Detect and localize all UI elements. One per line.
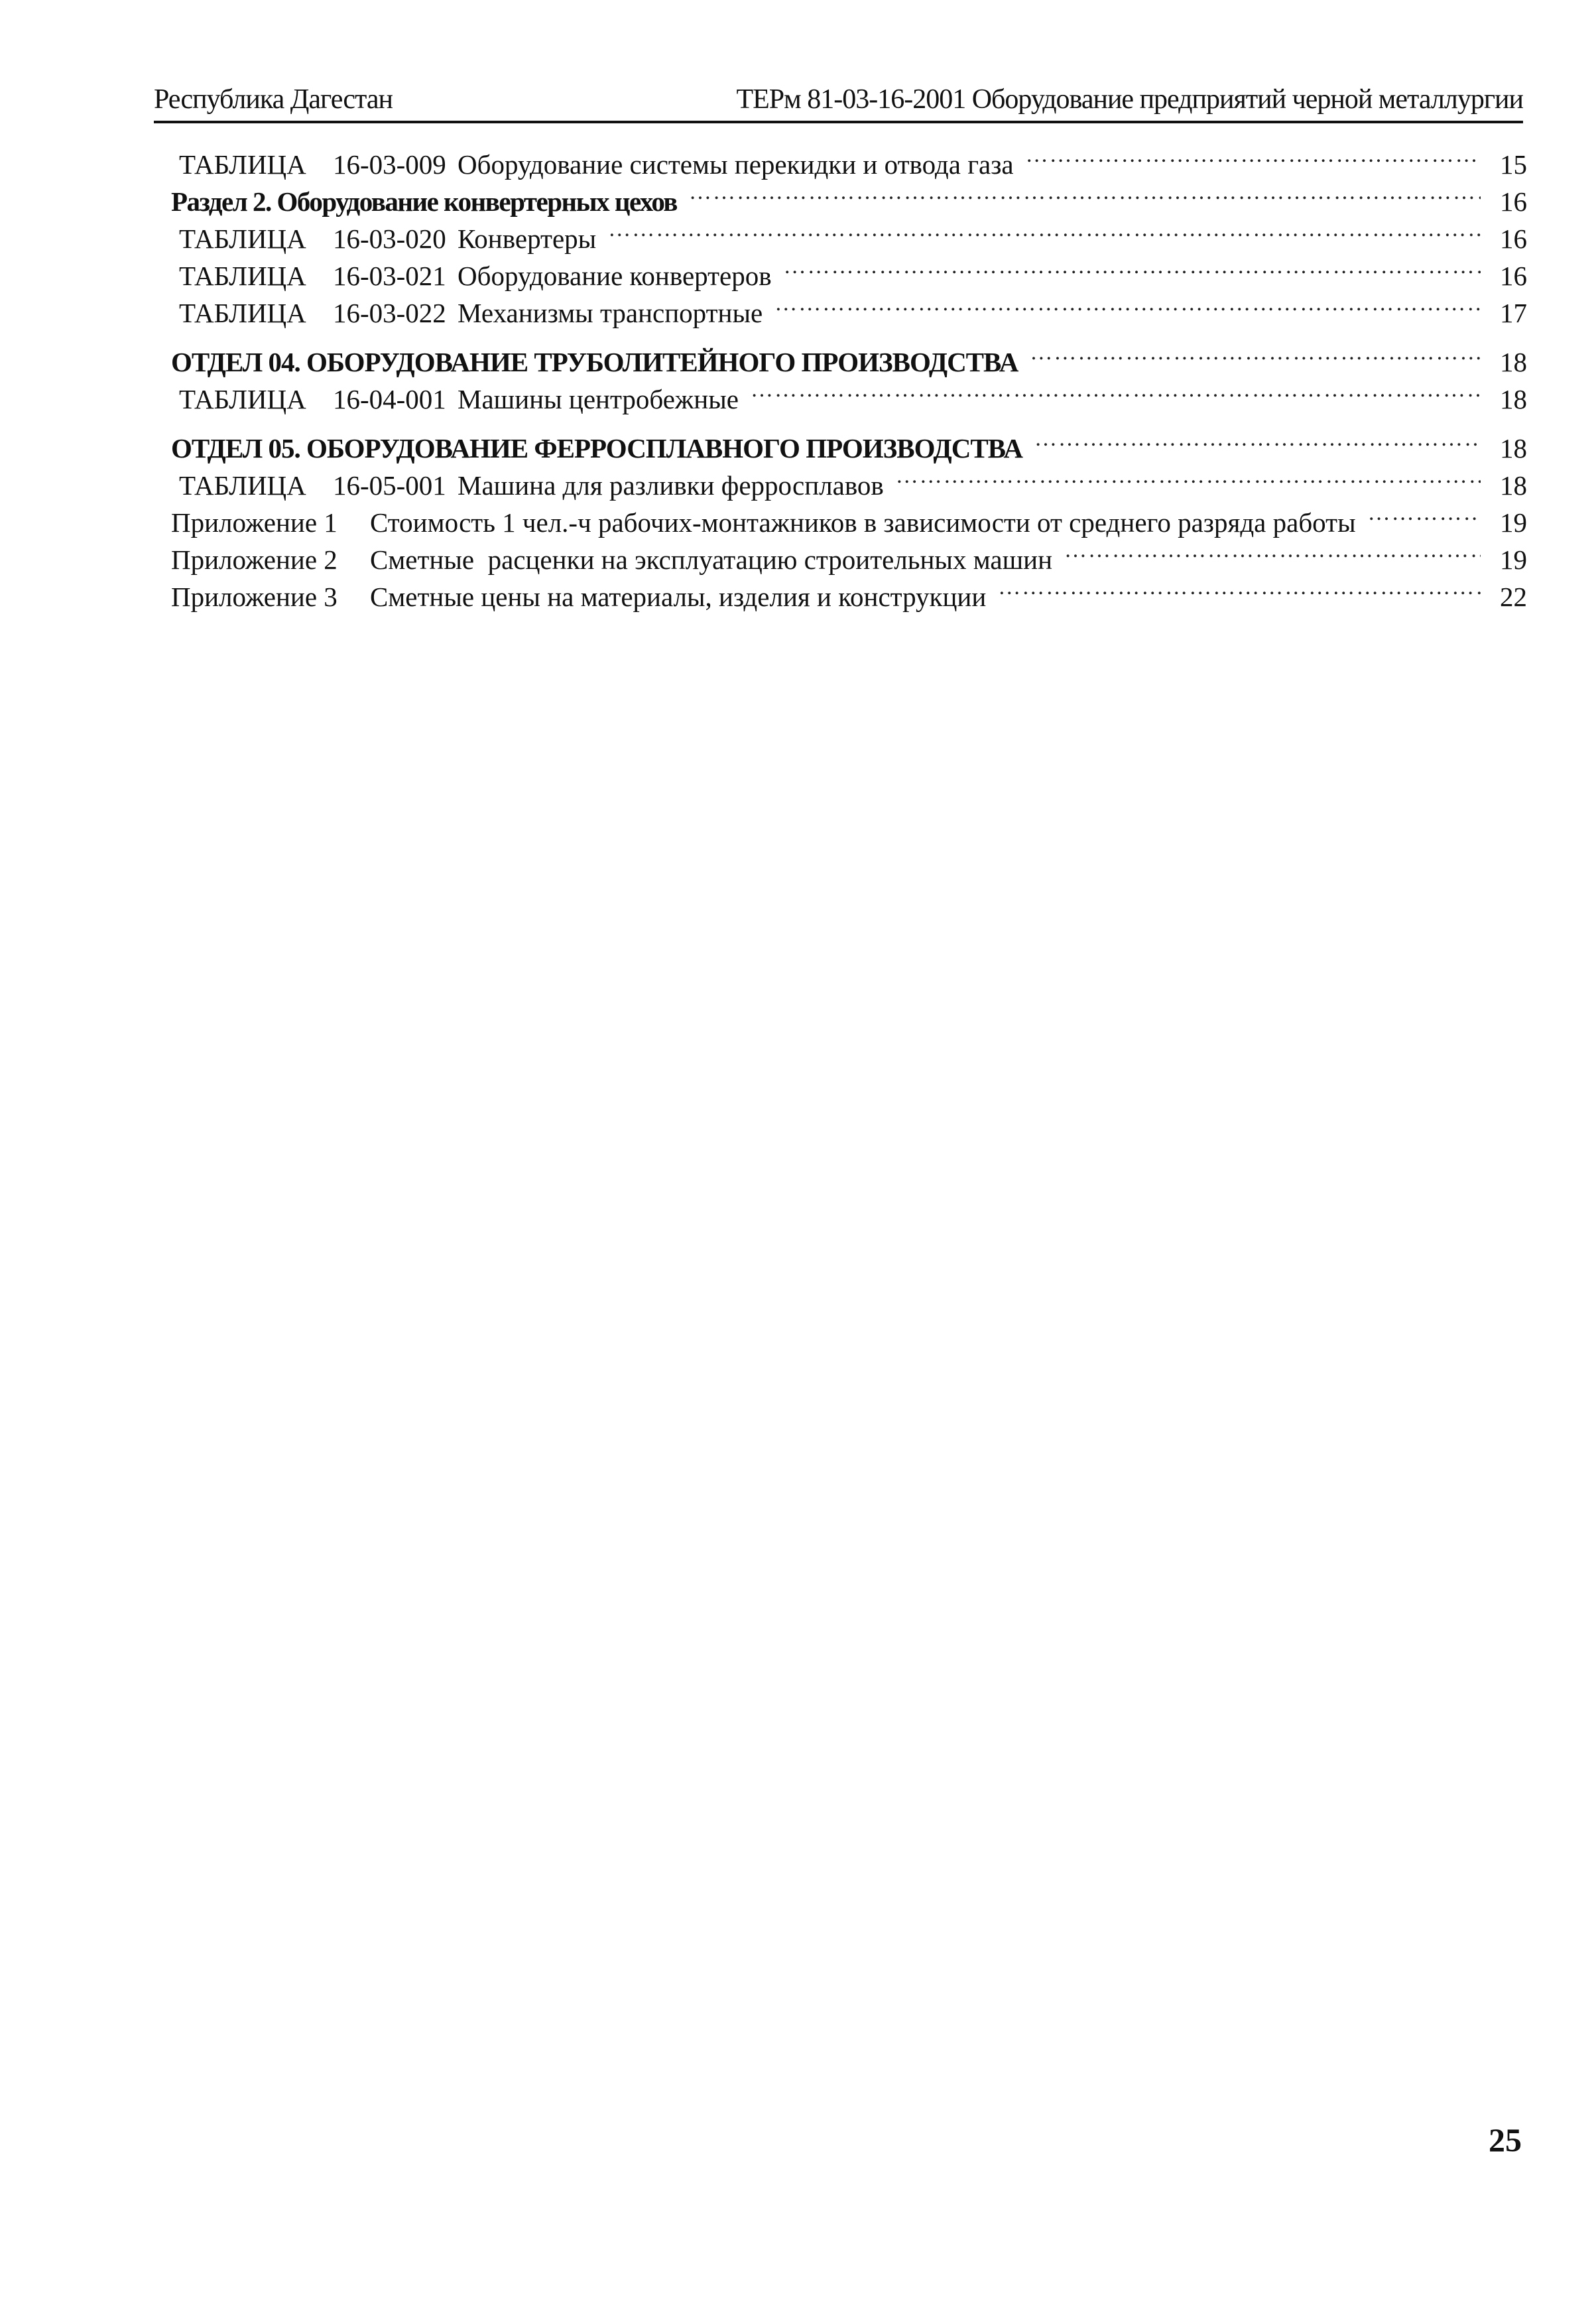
toc-entry-appendix[interactable] [171, 532, 1527, 575]
toc-leader-dots [998, 569, 1481, 606]
toc-leader-dots [1030, 334, 1481, 371]
table-of-contents [171, 137, 1527, 612]
toc-entry-prefix: ТАБЛИЦА [179, 470, 306, 501]
toc-entry-prefix: Приложение 1 [171, 507, 338, 538]
toc-entry-title: Оборудование системы перекидки и отвода газа [458, 149, 1014, 180]
toc-entry-prefix: ТАБЛИЦА [179, 298, 306, 328]
toc-entry-title: Стоимость 1 чел.-ч рабочих-монтажников в зависимости от среднего разряда работы [370, 507, 1356, 538]
toc-leader-dots [608, 211, 1481, 248]
toc-entry-table[interactable] [171, 285, 1527, 328]
toc-leader-dots [1026, 137, 1481, 174]
toc-entry-code: 16-03-021 [333, 261, 446, 291]
toc-leader-dots [896, 458, 1481, 495]
toc-entry-page: 16 [1500, 261, 1527, 291]
toc-entry-table[interactable] [171, 211, 1527, 254]
toc-entry-table[interactable] [171, 371, 1527, 414]
toc-entry-chapter[interactable] [171, 420, 1527, 464]
toc-entry-page: 16 [1500, 223, 1527, 254]
toc-entry-prefix: ТАБЛИЦА [179, 149, 306, 180]
toc-leader-dots [751, 371, 1481, 408]
toc-entry-page: 17 [1500, 298, 1527, 328]
toc-entry-code: 16-05-001 [333, 470, 446, 501]
toc-entry-title: ОТДЕЛ 04. ОБОРУДОВАНИЕ ТРУБОЛИТЕЙНОГО ПРОИЗВОДСТВА [171, 347, 1018, 377]
toc-entry-title: Машина для разливки ферросплавов [458, 470, 884, 501]
toc-entry-title: Оборудование конвертеров [458, 261, 772, 291]
toc-entry-title: ОТДЕЛ 05. ОБОРУДОВАНИЕ ФЕРРОСПЛАВНОГО ПРОИЗВОДСТВА [171, 433, 1023, 464]
toc-entry-code: 16-04-001 [333, 384, 446, 414]
toc-entry-section[interactable] [171, 174, 1527, 217]
toc-entry-title: Сметные цены на материалы, изделия и конструкции [370, 582, 987, 612]
toc-entry-prefix: ТАБЛИЦА [179, 261, 306, 291]
toc-entry-prefix: Приложение 3 [171, 582, 338, 612]
toc-entry-title: Конвертеры [458, 223, 597, 254]
toc-entry-code: 16-03-020 [333, 223, 446, 254]
toc-leader-dots [689, 174, 1481, 211]
toc-entry-prefix: Приложение 2 [171, 544, 338, 575]
toc-entry-title: Машины центробежные [458, 384, 739, 414]
toc-entry-page: 16 [1500, 186, 1527, 217]
toc-entry-prefix: ТАБЛИЦА [179, 223, 306, 254]
toc-entry-page: 18 [1500, 433, 1527, 464]
toc-leader-dots [784, 248, 1481, 285]
toc-entry-page: 18 [1500, 470, 1527, 501]
toc-entry-prefix: ТАБЛИЦА [179, 384, 306, 414]
toc-entry-page: 19 [1500, 507, 1527, 538]
toc-entry-page: 15 [1500, 149, 1527, 180]
header-region: Республика Дагестан [154, 84, 393, 115]
toc-entry-table[interactable] [171, 458, 1527, 501]
toc-leader-dots [1034, 420, 1481, 458]
page-number: 25 [1489, 2121, 1522, 2158]
toc-entry-code: 16-03-022 [333, 298, 446, 328]
toc-entry-title: Сметные расценки на эксплуатацию строительных машин [370, 544, 1053, 575]
header-document-title: ТЕРм 81-03-16-2001 Оборудование предприятий черной металлургии [736, 84, 1523, 115]
toc-entry-page: 19 [1500, 544, 1527, 575]
toc-leader-dots [1064, 532, 1481, 569]
toc-entry-appendix[interactable] [171, 569, 1527, 612]
running-header [154, 78, 1523, 123]
toc-entry-code: 16-03-009 [333, 149, 446, 180]
toc-entry-page: 22 [1500, 582, 1527, 612]
toc-entry-appendix[interactable] [171, 495, 1527, 538]
toc-leader-dots [1368, 495, 1481, 532]
toc-leader-dots [774, 285, 1481, 322]
toc-entry-page: 18 [1500, 347, 1527, 377]
toc-entry-chapter[interactable] [171, 334, 1527, 377]
toc-entry-table[interactable] [171, 137, 1527, 180]
toc-entry-page: 18 [1500, 384, 1527, 414]
toc-entry-title: Механизмы транспортные [458, 298, 763, 328]
toc-entry-title: Раздел 2. Оборудование конвертерных цехов [171, 186, 677, 217]
toc-entry-table[interactable] [171, 248, 1527, 291]
